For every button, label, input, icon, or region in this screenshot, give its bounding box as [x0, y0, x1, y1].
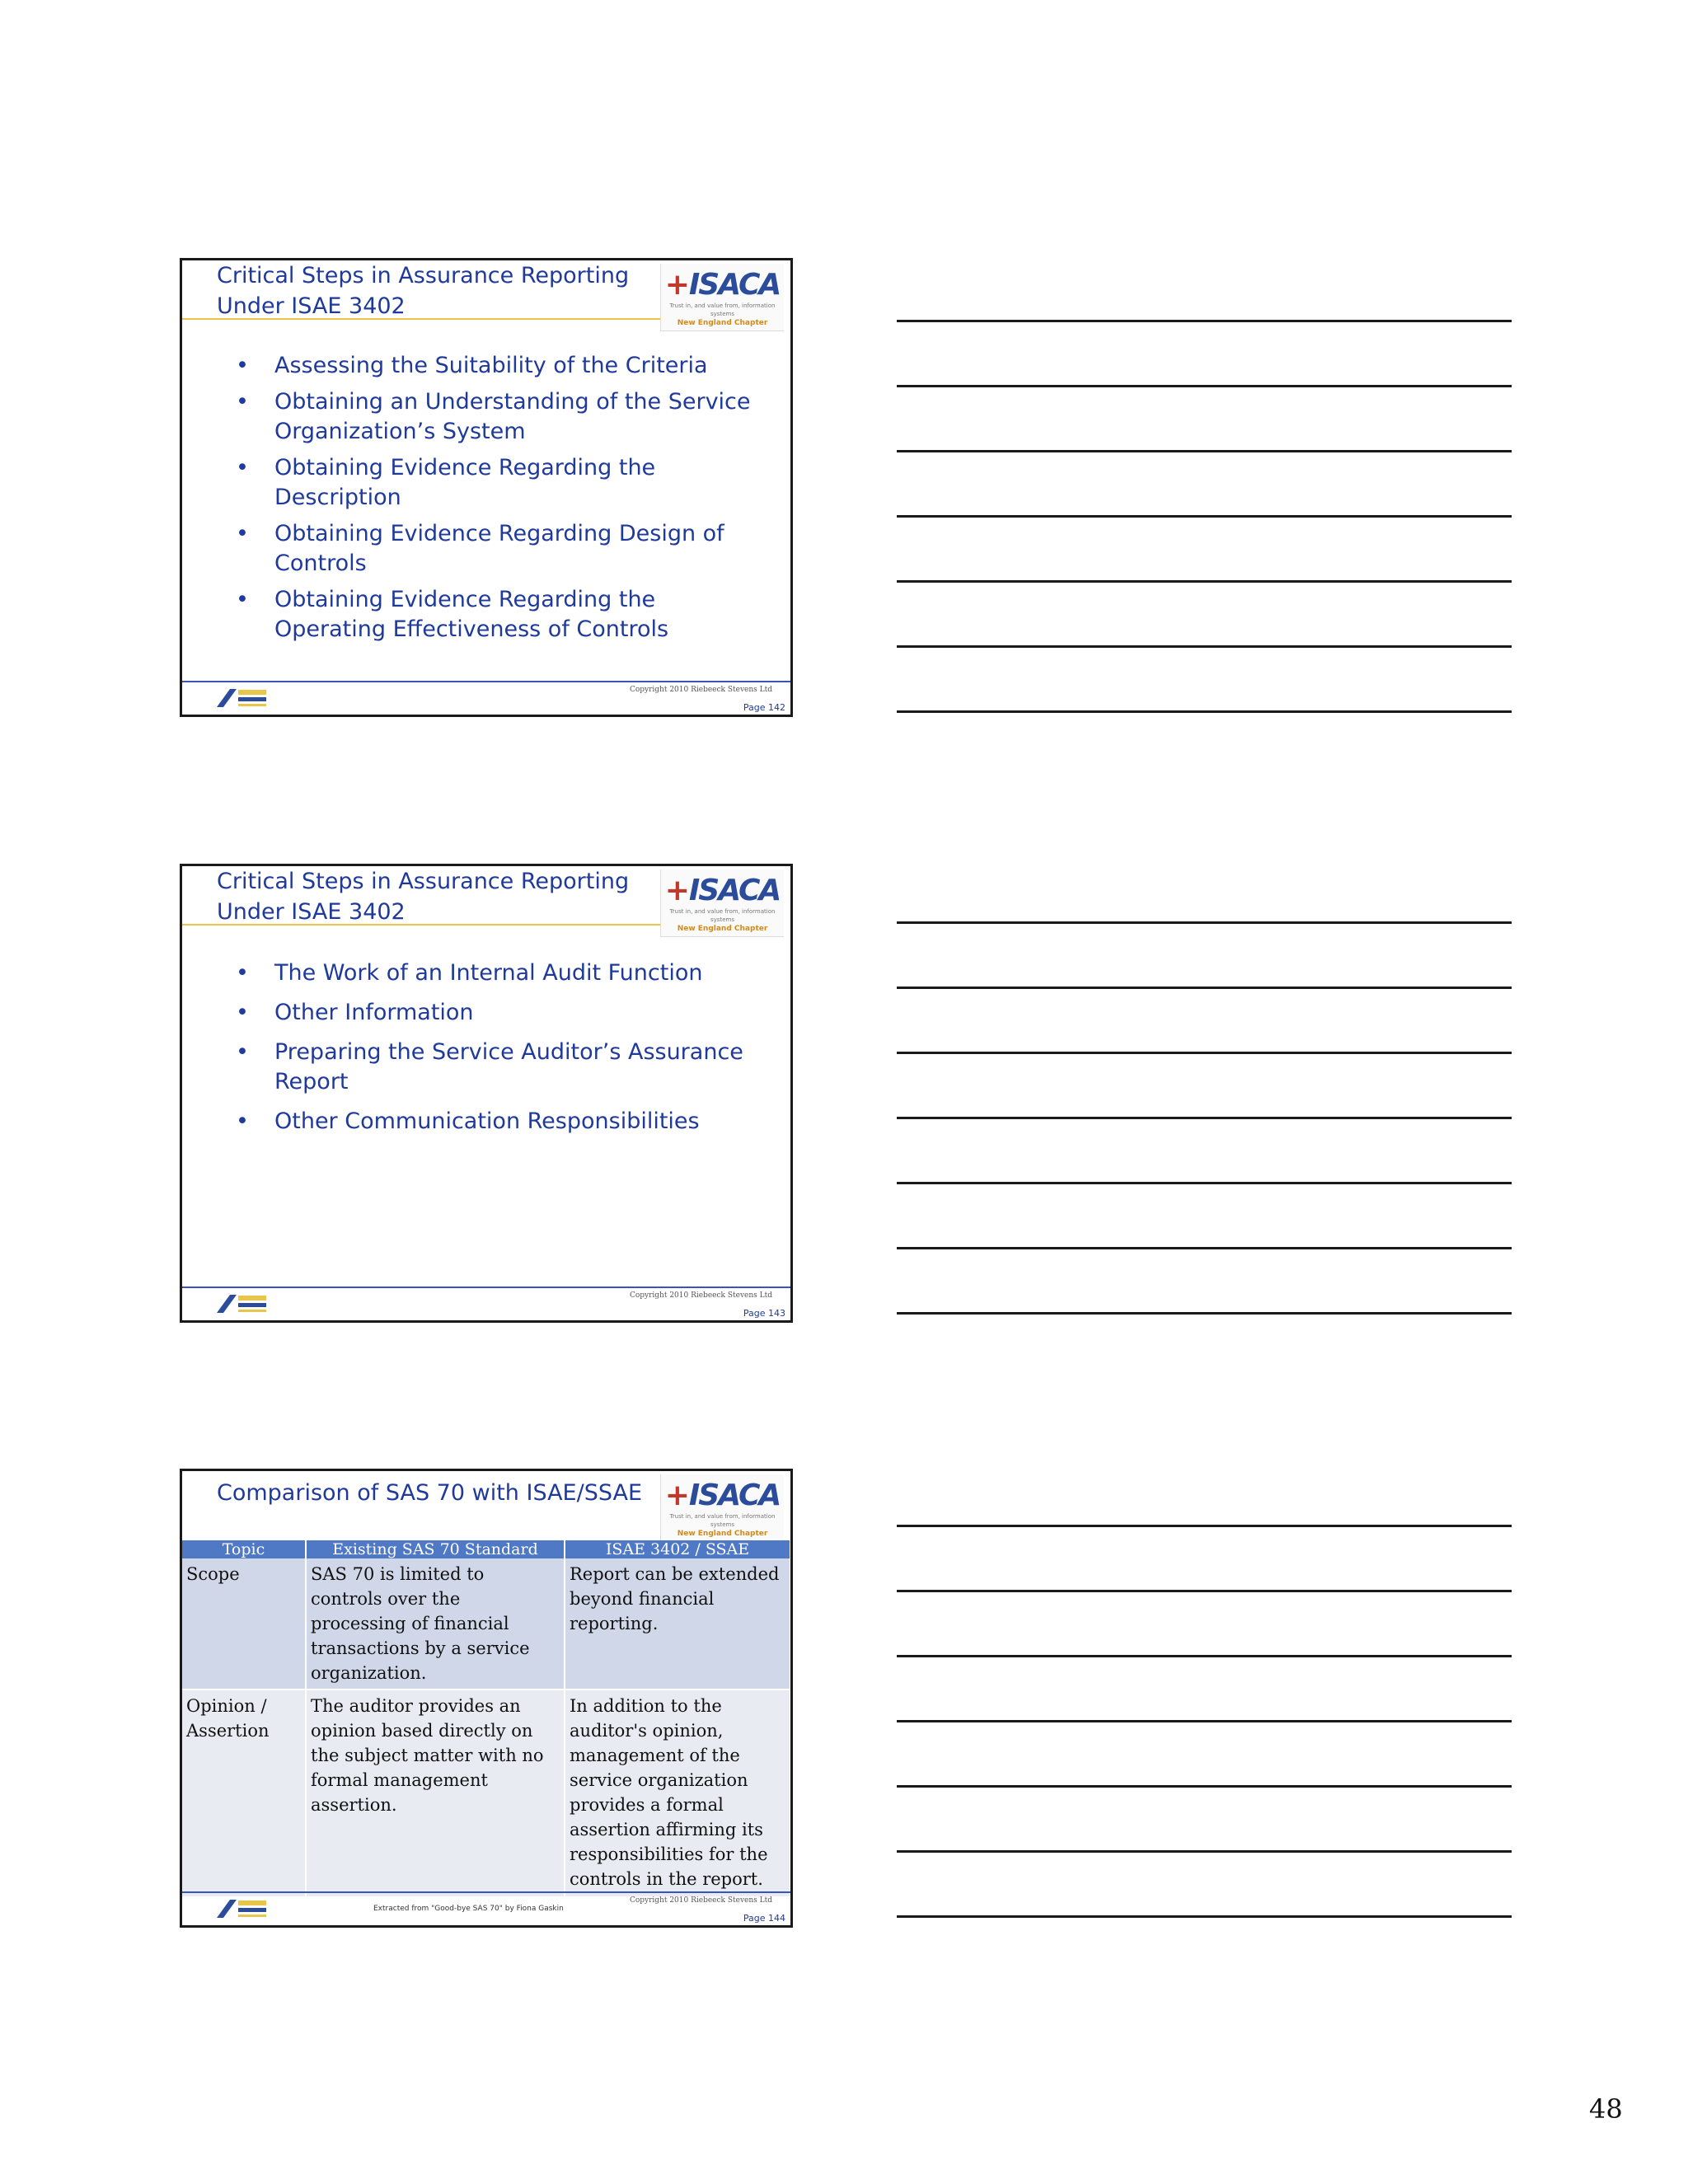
handout-page-number: 48: [1589, 2093, 1623, 2125]
riebeeck-logo-icon: [215, 687, 268, 709]
table-cell: The auditor provides an opinion based directly on the subject matter with no formal management assertion.: [306, 1690, 565, 1896]
slide-title: [217, 260, 662, 321]
note-line: [897, 1915, 1512, 1918]
slide-144: [180, 1469, 793, 1928]
title-line-2: Under ISAE 3402: [217, 293, 406, 319]
note-line: [897, 1052, 1512, 1054]
note-line: [897, 385, 1512, 387]
logo-word: ISACA: [688, 268, 781, 302]
bullet-list: [236, 351, 763, 644]
column-header: Existing SAS 70 Standard: [306, 1540, 565, 1558]
list-item: • Obtaining an Understanding of the Service Organization’s System: [236, 389, 751, 444]
note-line: [897, 710, 1512, 713]
note-line: [897, 1785, 1512, 1788]
title-rule: [182, 924, 664, 926]
note-line: [897, 1850, 1512, 1853]
bullet-icon: •: [236, 1000, 249, 1025]
table-row: [182, 1558, 790, 1690]
footer-rule: [182, 681, 790, 682]
note-line: [897, 1247, 1512, 1249]
bullet-icon: •: [236, 960, 249, 986]
note-line: [897, 1312, 1512, 1315]
note-line: [897, 1525, 1512, 1527]
title-rule: [182, 318, 664, 320]
list-item: • Obtaining Evidence Regarding Design of Controls: [236, 521, 724, 576]
copyright-text: Copyright 2010 Riebeeck Stevens Ltd: [629, 1896, 772, 1905]
isaca-logo: +ISACA Trust in, and value from, information systems New England Chapter: [660, 869, 784, 937]
title-line-1: Critical Steps in Assurance Reporting: [217, 263, 630, 288]
note-line: [897, 1182, 1512, 1184]
riebeeck-logo-icon: [215, 1898, 268, 1919]
logo-word: ISACA: [688, 874, 781, 907]
title-line-1: Critical Steps in Assurance Reporting: [217, 869, 630, 894]
slide-page-number: Page 143: [743, 1308, 785, 1319]
footer-rule: [182, 1891, 790, 1893]
note-line: [897, 1117, 1512, 1119]
title-rule: [182, 1519, 664, 1521]
note-line: [897, 320, 1512, 322]
note-line: [897, 987, 1512, 989]
footer-rule: [182, 1286, 790, 1288]
title-line-2: Under ISAE 3402: [217, 899, 406, 925]
table-cell: Opinion / Assertion: [182, 1690, 306, 1896]
list-item: • Other Communication Responsibilities: [236, 1107, 763, 1137]
bullet-icon: •: [236, 353, 249, 378]
logo-tagline: Trust in, and value from, information systems: [669, 908, 776, 923]
riebeeck-logo-icon: [215, 1293, 268, 1315]
column-header: Topic: [182, 1540, 306, 1558]
table-cell: Report can be extended beyond financial reporting.: [565, 1558, 790, 1690]
table-header-row: [182, 1540, 790, 1558]
bullet-icon: •: [236, 1039, 249, 1065]
logo-word: ISACA: [688, 1479, 781, 1512]
logo-chapter: New England Chapter: [677, 319, 768, 327]
note-line: [897, 515, 1512, 518]
bullet-icon: •: [236, 389, 249, 415]
table-cell: SAS 70 is limited to controls over the processing of financial transactions by a service organization.: [306, 1558, 565, 1690]
column-header: ISAE 3402 / SSAE: [565, 1540, 790, 1558]
note-line: [897, 1720, 1512, 1722]
bullet-list: [236, 958, 763, 1137]
isaca-logo: +ISACA Trust in, and value from, information systems New England Chapter: [660, 1474, 784, 1542]
isaca-logo: +ISACA Trust in, and value from, information systems New England Chapter: [660, 264, 784, 331]
slide-page-number: Page 142: [743, 702, 785, 713]
note-line: [897, 1655, 1512, 1657]
slide-page-number: Page 144: [743, 1913, 785, 1924]
list-item: • Preparing the Service Auditor’s Assurance Report: [236, 1039, 743, 1094]
slide-143: [180, 864, 793, 1323]
logo-tagline: Trust in, and value from, information systems: [669, 302, 776, 317]
note-line: [897, 921, 1512, 924]
slide-title: Comparison of SAS 70 with ISAE/SSAE: [217, 1480, 643, 1506]
list-item: • The Work of an Internal Audit Function: [236, 958, 763, 988]
bullet-icon: •: [236, 1108, 249, 1134]
list-item: • Obtaining Evidence Regarding the Description: [236, 455, 656, 510]
table-cell: Scope: [182, 1558, 306, 1690]
list-item: • Other Information: [236, 998, 763, 1028]
bullet-icon: •: [236, 587, 249, 612]
note-line: [897, 1590, 1512, 1592]
copyright-text: Copyright 2010 Riebeeck Stevens Ltd: [629, 686, 772, 694]
note-line: [897, 580, 1512, 583]
table-cell: In addition to the auditor's opinion, management of the service organization provides a formal assertion affirming its responsibilities for the controls in the report.: [565, 1690, 790, 1896]
note-line: [897, 450, 1512, 452]
copyright-text: Copyright 2010 Riebeeck Stevens Ltd: [629, 1291, 772, 1300]
comparison-table: [182, 1540, 791, 1896]
logo-chapter: New England Chapter: [677, 925, 768, 933]
slide-142: [180, 258, 793, 717]
bullet-icon: •: [236, 521, 249, 546]
logo-chapter: New England Chapter: [677, 1530, 768, 1538]
list-item: • Obtaining Evidence Regarding the Operating Effectiveness of Controls: [236, 587, 669, 642]
source-note: Extracted from "Good-bye SAS 70" by Fiona Gaskin: [373, 1905, 564, 1913]
slide-title: [217, 866, 662, 927]
list-item: • Assessing the Suitability of the Criteria: [236, 351, 763, 381]
bullet-icon: •: [236, 455, 249, 480]
note-line: [897, 645, 1512, 648]
logo-tagline: Trust in, and value from, information systems: [669, 1513, 776, 1528]
table-row: [182, 1690, 790, 1896]
